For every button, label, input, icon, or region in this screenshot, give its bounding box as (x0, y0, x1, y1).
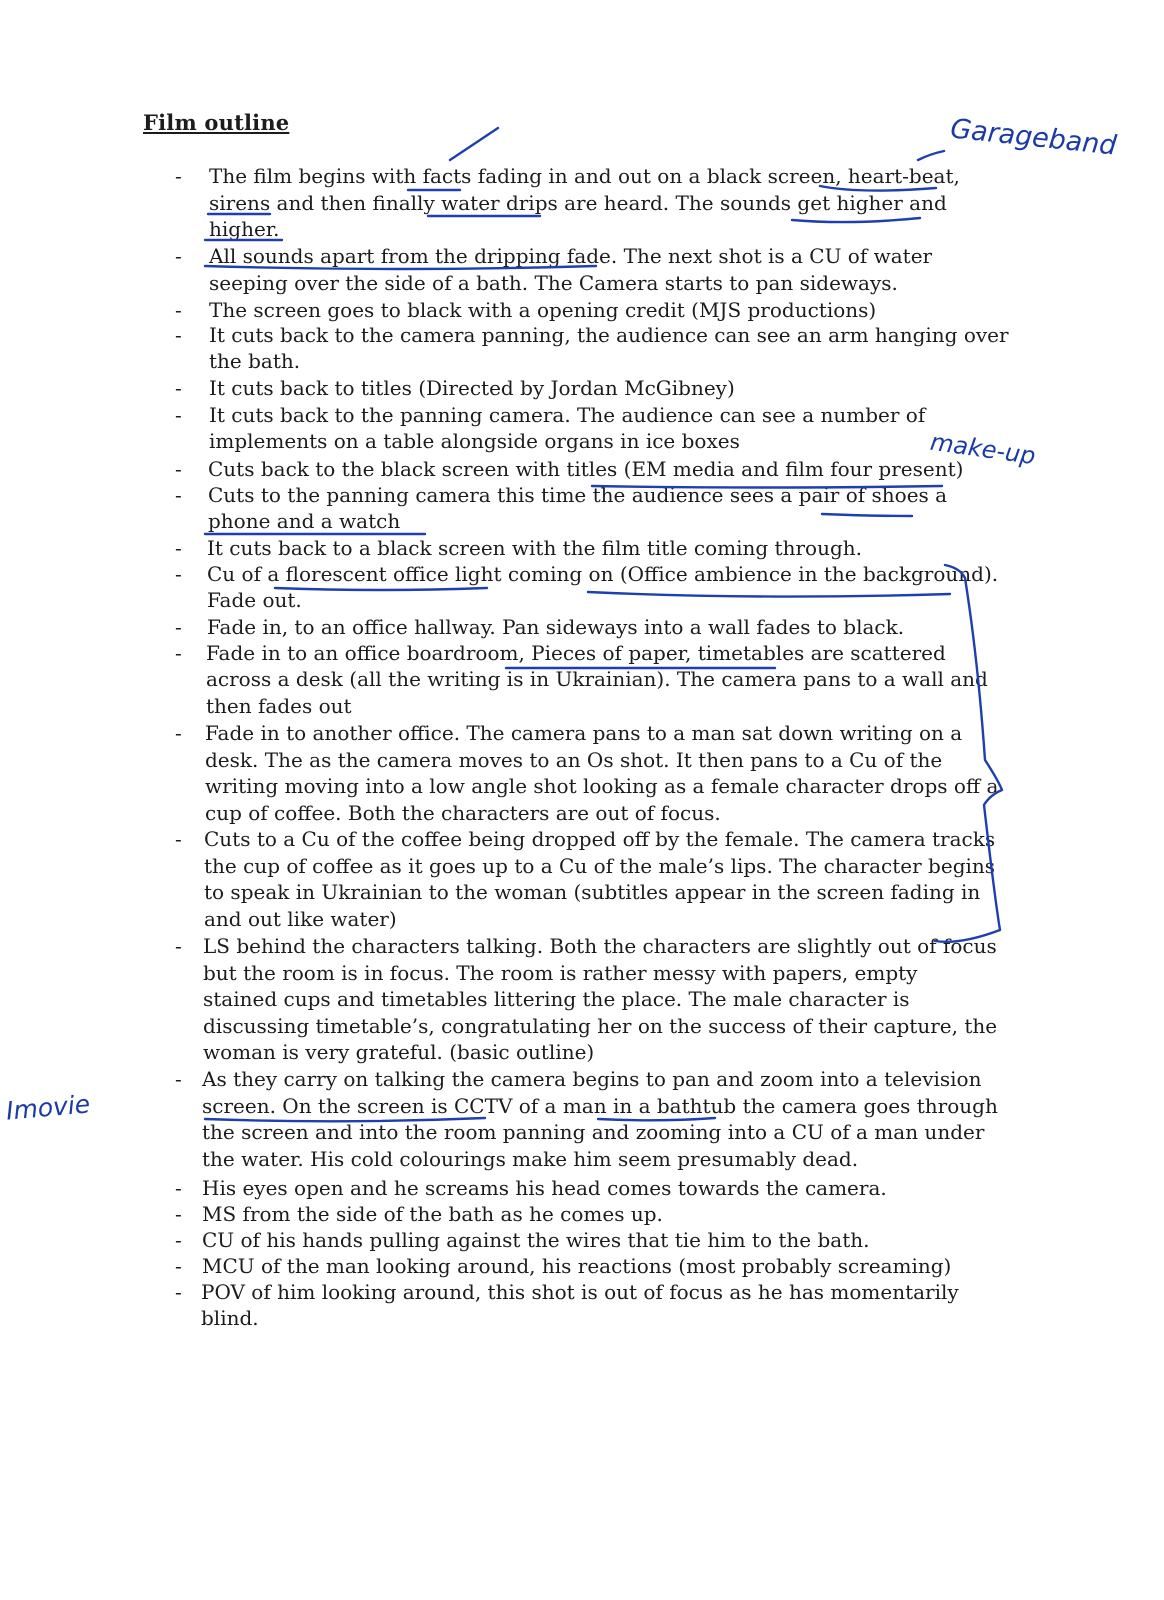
list-item-line: but the room is in focus. The room is rather messy with papers, empty (203, 960, 918, 985)
list-item-line: the cup of coffee as it goes up to a Cu of the male’s lips. The character begins (204, 853, 996, 878)
list-bullet-dash: - (175, 457, 182, 481)
list-item-line: cup of coffee. Both the characters are out of focus. (205, 800, 721, 825)
list-item-line: The film begins with facts fading in and out on a black screen, heart-beat, (209, 164, 960, 188)
list-item-line: MS from the side of the bath as he comes up. (202, 1202, 663, 1226)
list-bullet-dash: - (175, 1280, 182, 1304)
list-bullet-dash: - (175, 641, 182, 665)
list-bullet-dash: - (175, 483, 182, 507)
list-item-line: discussing timetable’s, congratulating her on the success of their capture, the (203, 1013, 998, 1038)
list-bullet-dash: - (175, 403, 182, 427)
list-bullet-dash: - (175, 244, 182, 268)
list-item-line: All sounds apart from the dripping fade. The next shot is a CU of water (209, 244, 933, 268)
list-item-line: Fade in, to an office hallway. Pan sideways into a wall fades to black. (207, 615, 905, 639)
list-item-line: and out like water) (204, 906, 397, 931)
list-bullet-dash: - (175, 562, 182, 586)
list-item-line: Fade in to an office boardroom, Pieces of paper, timetables are scattered (206, 641, 946, 665)
list-bullet-dash: - (175, 164, 182, 188)
list-item-line: Cuts to a Cu of the coffee being dropped off by the female. The camera tracks (204, 827, 996, 851)
list-item-line: CU of his hands pulling against the wires that tie him to the bath. (202, 1228, 870, 1252)
list-bullet-dash: - (175, 298, 182, 322)
list-item-line: It cuts back to the panning camera. The audience can see a number of (209, 403, 926, 427)
list-item-line: the water. His cold colourings make him seem presumably dead. (202, 1146, 859, 1171)
list-bullet-dash: - (175, 1254, 182, 1278)
list-item-line: Cuts back to the black screen with titles (EM media and film four present) (208, 457, 964, 481)
list-bullet-dash: - (175, 1228, 182, 1252)
list-item-line: implements on a table alongside organs in ice boxes (209, 429, 740, 453)
list-item-line: writing moving into a low angle shot looking as a female character drops off a (205, 774, 999, 798)
list-item-line: the screen and into the room panning and zooming into a CU of a man under (202, 1120, 985, 1144)
list-bullet-dash: - (175, 934, 182, 958)
list-item-line: His eyes open and he screams his head comes towards the camera. (202, 1176, 887, 1200)
list-item-line: Cuts to the panning camera this time the audience sees a pair of shoes a (208, 483, 948, 507)
list-item-line: Fade out. (207, 588, 302, 612)
note-make-up: make-up (928, 427, 1038, 471)
list-bullet-dash: - (175, 827, 182, 851)
list-item-line: higher. (209, 217, 280, 241)
list-item-line: Cu of a florescent office light coming on (Office ambience in the background). (207, 562, 999, 586)
list-bullet-dash: - (175, 1202, 182, 1226)
list-item-line: blind. (201, 1306, 259, 1330)
list-item-line: Fade in to another office. The camera pans to a man sat down writing on a (205, 721, 963, 745)
list-bullet-dash: - (175, 536, 182, 560)
list-item-line: The screen goes to black with a opening credit (MJS productions) (209, 298, 877, 322)
list-bullet-dash: - (175, 615, 182, 639)
list-bullet-dash: - (175, 323, 182, 347)
list-item-line: It cuts back to a black screen with the film title coming through. (207, 536, 862, 560)
list-item-line: As they carry on talking the camera begins to pan and zoom into a television (202, 1067, 982, 1091)
note-garageband: Garageband (948, 113, 1118, 162)
list-item-line: stained cups and timetables littering the place. The male character is (203, 987, 910, 1011)
list-item-line: seeping over the side of a bath. The Camera starts to pan sideways. (209, 270, 898, 295)
list-item-line: screen. On the screen is CCTV of a man in a bathtub the camera goes through (202, 1093, 998, 1118)
list-item-line: sirens and then finally water drips are heard. The sounds get higher and (209, 190, 947, 215)
list-item-line: the bath. (209, 349, 301, 373)
list-item-line: It cuts back to the camera panning, the audience can see an arm hanging over (209, 323, 1009, 347)
list-item-line: desk. The as the camera moves to an Os shot. It then pans to a Cu of the (205, 747, 943, 772)
list-item-line: POV of him looking around, this shot is out of focus as he has momentarily (201, 1280, 959, 1304)
list-bullet-dash: - (175, 1176, 182, 1200)
list-item-line: phone and a watch (208, 509, 401, 533)
list-item-line: woman is very grateful. (basic outline) (203, 1040, 595, 1064)
list-item-line: to speak in Ukrainian to the woman (subtitles appear in the screen fading in (204, 880, 981, 904)
list-item-line: then fades out (206, 693, 352, 718)
list-item-line: It cuts back to titles (Directed by Jordan McGibney) (209, 376, 735, 400)
list-bullet-dash: - (175, 376, 182, 400)
note-imovie: Imovie (4, 1089, 92, 1126)
list-item-line: LS behind the characters talking. Both the characters are slightly out of focus (203, 934, 997, 958)
list-item-line: MCU of the man looking around, his reactions (most probably screaming) (202, 1254, 952, 1278)
list-bullet-dash: - (175, 1067, 182, 1091)
list-item-line: across a desk (all the writing is in Ukrainian). The camera pans to a wall and (206, 667, 988, 692)
document-title: Film outline (143, 110, 290, 135)
list-bullet-dash: - (175, 721, 182, 745)
